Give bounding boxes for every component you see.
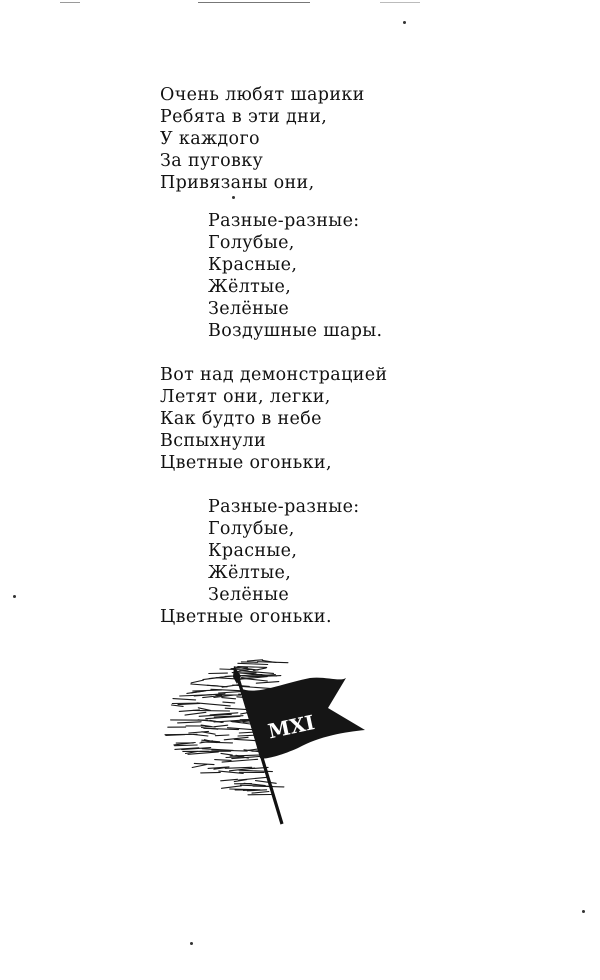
stanza-gap <box>160 474 580 496</box>
print-speck <box>232 196 235 199</box>
poem-line: Ребята в эти дни, <box>160 107 328 127</box>
hatch-stroke <box>230 789 260 790</box>
poem-line: Вспыхнули <box>160 431 267 451</box>
hatch-stroke <box>256 682 279 684</box>
hatch-stroke <box>239 777 269 780</box>
hatch-stroke <box>191 680 203 683</box>
poem-line: Как будто в небе <box>160 409 322 429</box>
hatch-stroke <box>223 702 235 703</box>
poem-line: Зелёные <box>208 299 290 319</box>
hatch-stroke <box>258 662 288 663</box>
hatch-stroke <box>247 660 262 661</box>
poem-line: Цветные огоньки, <box>160 453 332 473</box>
flag-icon <box>233 666 365 824</box>
hatch-stroke <box>233 721 245 722</box>
hatch-stroke <box>222 786 242 789</box>
hatch-stroke <box>215 760 231 761</box>
hatch-stroke <box>221 753 232 755</box>
hatch-stroke <box>238 667 267 668</box>
hatch-stroke <box>201 772 221 773</box>
print-speck <box>403 21 406 24</box>
poem-line: Очень любят шарики <box>160 85 365 105</box>
flag-text: MXI <box>265 710 317 744</box>
poem-line: Зелёные <box>208 585 290 605</box>
hatch-stroke <box>175 745 198 746</box>
poem-line: Голубые, <box>208 233 295 253</box>
hatch-stroke <box>197 703 230 706</box>
hatch-stroke <box>215 735 229 736</box>
stanza-gap <box>160 342 580 364</box>
poem-line: Разные-разные: <box>208 497 360 517</box>
stanza-3 <box>160 364 580 474</box>
stanza-4 <box>160 496 580 628</box>
poem-line: У каждого <box>160 129 260 149</box>
poem-line: Голубые, <box>208 519 295 539</box>
hatch-stroke <box>256 781 277 784</box>
print-speck <box>582 910 585 913</box>
poem-line: Цветные огоньки. <box>160 607 332 627</box>
hatch-stroke <box>179 710 199 712</box>
hatch-stroke <box>238 663 268 664</box>
hatch-stroke <box>207 685 218 686</box>
hatch-stroke <box>193 690 222 691</box>
hatch-stroke <box>192 765 207 768</box>
hatch-stroke <box>242 686 272 688</box>
stanza-gap <box>160 194 580 210</box>
hatch-stroke <box>185 712 206 715</box>
page-top-rule <box>380 2 420 3</box>
hatch-stroke <box>225 767 252 768</box>
poem-line: Разные-разные: <box>208 211 360 231</box>
flag-illustration <box>160 648 375 833</box>
poem-line: Красные, <box>208 541 298 561</box>
hatch-stroke <box>205 726 215 727</box>
hatch-stroke <box>222 698 236 699</box>
poem-line: Жёлтые, <box>208 277 292 297</box>
poem-line: Воздушные шары. <box>208 321 383 341</box>
hatch-stroke <box>171 705 183 706</box>
poem <box>160 84 580 628</box>
poem-line: Жёлтые, <box>208 563 292 583</box>
page-top-rule <box>60 2 80 3</box>
poem-line: Привязаны они, <box>160 173 315 193</box>
hatch-stroke <box>241 785 273 786</box>
poem-line: Красные, <box>208 255 298 275</box>
hatch-stroke <box>221 779 238 781</box>
page-top-rule <box>198 2 310 3</box>
hatch-stroke <box>194 763 214 764</box>
poem-line: Вот над демонстрацией <box>160 365 388 385</box>
hatch-stroke <box>215 725 228 727</box>
hatch-stroke <box>173 699 196 700</box>
poem-line: Летят они, легки, <box>160 387 331 407</box>
hatch-stroke <box>180 695 212 696</box>
poem-line: За пуговку <box>160 151 264 171</box>
stanza-2 <box>160 210 580 342</box>
stanza-1 <box>160 84 580 194</box>
hatch-stroke <box>252 792 269 794</box>
hatch-stroke <box>178 722 202 723</box>
print-speck <box>13 595 16 598</box>
print-speck <box>190 942 193 945</box>
